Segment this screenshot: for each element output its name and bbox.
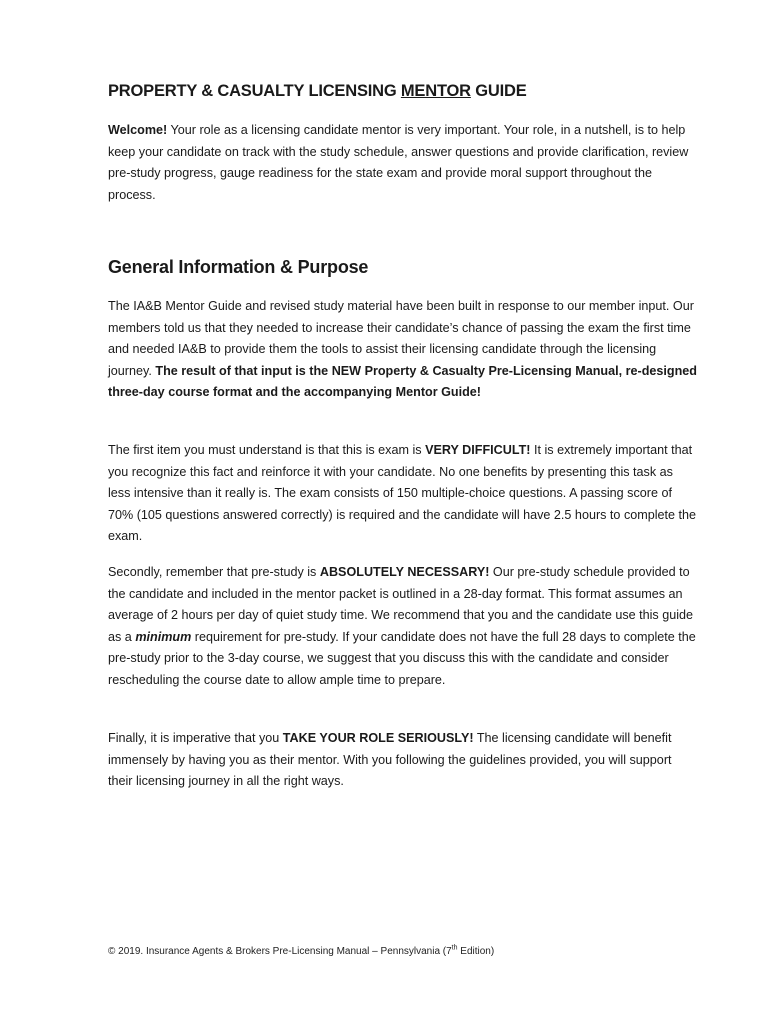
difficulty-emphasis: VERY DIFFICULT!	[425, 443, 531, 457]
footer-superscript: th	[451, 944, 458, 952]
footer-text-post: Edition)	[457, 946, 495, 957]
title-prefix: PROPERTY & CASUALTY LICENSING	[108, 82, 401, 100]
difficulty-text-post: It is extremely important that you recognize this fact and reinforce it with your candidate. No one benefits by presenting this task as less intensive than it really is. The exam consists of 150 multiple-choice questions. A passing score of 70% (105 questions answered correctly) is required and the candidate will have 2.5 hours to complete the exam.	[108, 443, 697, 544]
welcome-label: Welcome!	[108, 123, 168, 137]
minimum-emphasis: minimum	[135, 629, 192, 644]
prestudy-emphasis: ABSOLUTELY NECESSARY!	[319, 565, 490, 579]
role-text-pre: Finally, it is imperative that you	[108, 731, 283, 745]
welcome-paragraph	[108, 120, 698, 206]
footer-text-pre: © 2019. Insurance Agents & Brokers Pre-Licensing Manual – Pennsylvania (7	[108, 946, 452, 957]
purpose-text: The IA&B Mentor Guide and revised study material have been built in response to our member input. Our members told us that they needed to increase their candidate’s chance of passing the exam the first time and needed IA&B to provide them the tools to assist their licensing candidate through the licensing journey.	[108, 299, 694, 378]
prestudy-text-pre: Secondly, remember that pre-study is	[108, 565, 320, 579]
section-heading: General Information & Purpose	[108, 257, 369, 277]
difficulty-paragraph	[108, 440, 698, 548]
prestudy-text-post: requirement for pre-study. If your candidate does not have the full 28 days to complete the pre-study prior to the 3-day course, we suggest that you discuss this with the candidate and consider rescheduling the course date to allow ample time to prepare.	[108, 629, 696, 687]
difficulty-text-pre: The first item you must understand is that this is exam is	[108, 443, 426, 457]
purpose-bold-text: The result of that input is the NEW Property & Casualty Pre-Licensing Manual, re-designed three-day course format and the accompanying Mentor Guide!	[108, 363, 697, 400]
title-underlined-word: MENTOR	[400, 82, 471, 100]
page-footer	[108, 946, 494, 957]
role-emphasis: TAKE YOUR ROLE SERIOUSLY!	[282, 731, 474, 745]
purpose-paragraph	[108, 296, 698, 404]
title-suffix: GUIDE	[470, 82, 527, 100]
welcome-text: Your role as a licensing candidate mentor is very important. Your role, in a nutshell, is to help keep your candidate on track with the study schedule, answer questions and provide clarification, review pre-study progress, gauge readiness for the state exam and provide moral support throughout the process.	[108, 123, 689, 202]
prestudy-text-mid: Our pre-study schedule provided to the candidate and included in the mentor packet is outlined in a 28-day format. This format assumes an average of 2 hours per day of quiet study time. We recommend that you and the candidate use this guide as a	[108, 565, 694, 644]
role-text-post: The licensing candidate will benefit immensely by having you as their mentor. With you following the guidelines provided, you will support their licensing journey in all the right ways.	[108, 731, 672, 789]
prestudy-paragraph	[108, 562, 698, 692]
page-title	[108, 82, 527, 101]
role-paragraph	[108, 728, 698, 793]
